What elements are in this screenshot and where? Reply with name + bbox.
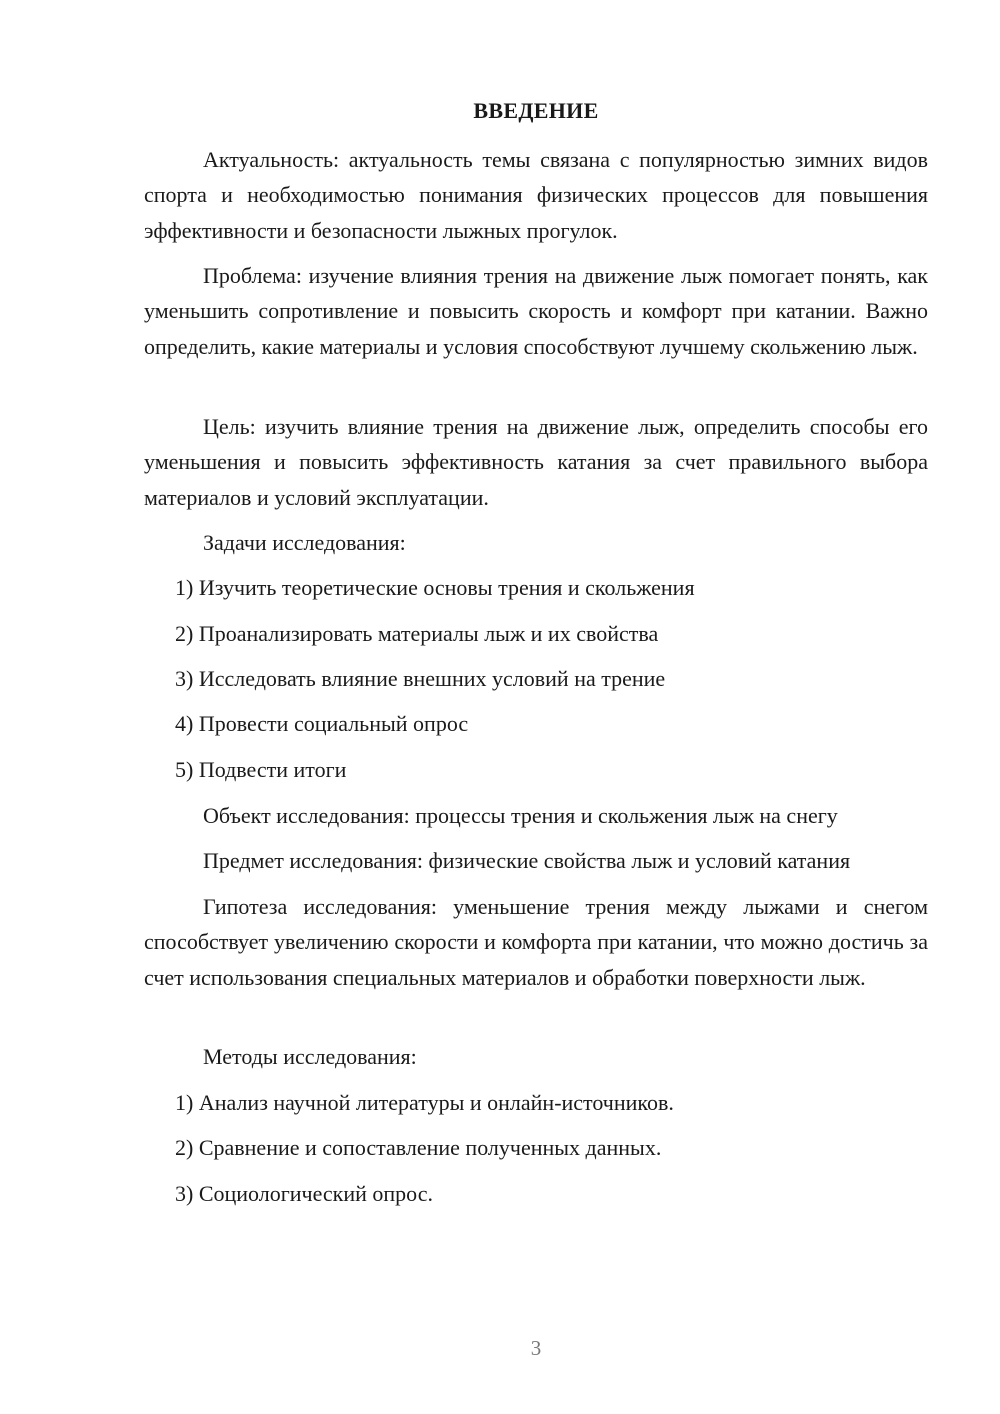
task-item: 2) Проанализировать материалы лыж и их свойства [175, 621, 659, 646]
page-number: 3 [530, 1336, 542, 1360]
hypothesis-paragraph: Гипотеза исследования: уменьшение трения между лыжами и снегом способствует увеличению скорости и комфорта при катании, что можно достичь за счет использования специальных материалов и обработки поверхности лыж. [144, 894, 928, 990]
method-item: 3) Социологический опрос. [175, 1181, 433, 1206]
subject-line: Предмет исследования: физические свойства лыж и условий катания [203, 848, 851, 873]
tasks-heading: Задачи исследования: [203, 530, 406, 555]
goal-paragraph: Цель: изучить влияние трения на движение лыж, определить способы его уменьшения и повысить эффективность катания за счет правильного выбора материалов и условий эксплуатации. [144, 414, 928, 510]
method-item: 2) Сравнение и сопоставление полученных данных. [175, 1135, 662, 1160]
task-item: 4) Провести социальный опрос [175, 711, 469, 736]
task-item: 1) Изучить теоретические основы трения и скольжения [175, 575, 695, 600]
problem-paragraph: Проблема: изучение влияния трения на движение лыж помогает понять, как уменьшить сопротивление и повысить скорость и комфорт при катании. Важно определить, какие материалы и условия способствуют лучшему скольжению лыж. [144, 263, 928, 359]
method-item: 1) Анализ научной литературы и онлайн-источников. [175, 1090, 674, 1115]
methods-heading: Методы исследования: [203, 1044, 417, 1069]
page-title: ВВЕДЕНИЕ [473, 98, 599, 123]
task-item: 3) Исследовать влияние внешних условий на трение [175, 666, 666, 691]
object-line: Объект исследования: процессы трения и скольжения лыж на снегу [203, 803, 838, 828]
relevance-paragraph: Актуальность: актуальность темы связана с популярностью зимних видов спорта и необходимостью понимания физических процессов для повышения эффективности и безопасности лыжных прогулок. [144, 147, 928, 243]
task-item: 5) Подвести итоги [175, 757, 347, 782]
